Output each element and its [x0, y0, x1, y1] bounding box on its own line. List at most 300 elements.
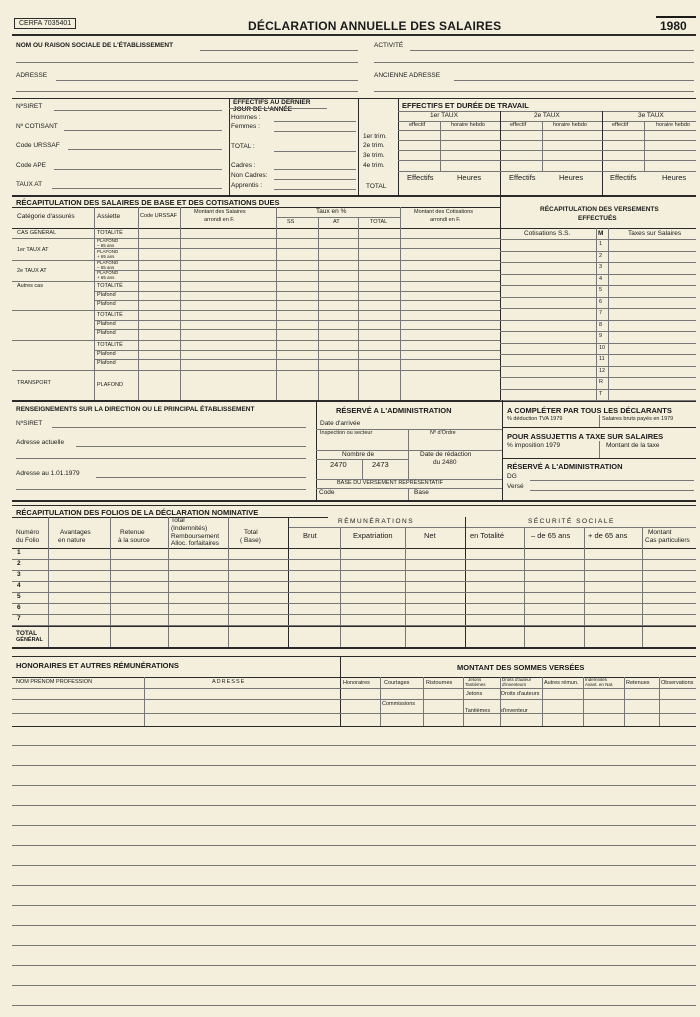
col-montant-sal-1: Montant des Salaires: [194, 209, 246, 215]
header-rule: [12, 34, 696, 36]
effectifs-1: Effectifs: [407, 173, 434, 182]
hon-col-5: [500, 677, 501, 726]
moins65-label: – de 65 ans: [531, 531, 571, 540]
hon-droits-hdr-1: Droits d'auteur: [502, 677, 532, 682]
month-row-rule: [500, 308, 696, 309]
assujettis-col-rule: [599, 441, 600, 458]
hon-tantiemes: Tantièmes: [465, 708, 491, 714]
urssaf-field[interactable]: [68, 149, 222, 150]
horaire-3: horaire hebdo: [656, 122, 690, 128]
totalite-label: en Totalité: [470, 531, 505, 540]
hon-col-2: [380, 677, 381, 726]
col-categorie: Catégorie d'assurés: [17, 213, 75, 220]
inspection-label: Inspection ou secteur: [320, 430, 373, 436]
reserve-rule-4: [316, 488, 502, 489]
folio-row-rule: [12, 559, 696, 560]
montant-sommes-title: MONTANT DES SOMMES VERSÉES: [457, 663, 585, 672]
month-row-rule: [500, 366, 696, 367]
folio-row-number: 1: [17, 549, 21, 556]
versements-title-2: EFFECTUÉS: [578, 215, 617, 222]
effectifs-2: Effectifs: [509, 173, 536, 182]
col-at: AT: [333, 219, 340, 225]
cotisant-field[interactable]: [64, 130, 222, 131]
heures-3: Heures: [662, 173, 687, 182]
folio-row-number: 7: [17, 615, 21, 622]
non-cadres-label: Non Cadres:: [231, 172, 268, 179]
total-ind-0: Total: [171, 517, 185, 524]
f-col-7: [405, 527, 406, 647]
col-assiette: Assiette: [97, 213, 121, 220]
adresse-actuelle-field[interactable]: [76, 446, 306, 447]
trim-2-label: 2e trim.: [363, 142, 385, 149]
recap-base-title-rule: [12, 207, 500, 208]
hon-row-rule-2: [12, 713, 696, 714]
ape-label: Code APE: [16, 162, 46, 169]
duree-col-rule-b: [602, 111, 603, 195]
month-row-rule: [500, 297, 696, 298]
year-bar: [656, 16, 696, 18]
montant-taxe-label: Montant de la taxe: [606, 442, 660, 449]
sub-rule: [398, 130, 696, 131]
col-montant-sal-2: arrondi en F.: [204, 217, 235, 223]
page-title: DÉCLARATION ANNUELLE DES SALAIRES: [248, 19, 502, 33]
honoraires-split: [340, 656, 341, 726]
effectifs-jour-title-2: JOUR DE L'ANNÉE: [233, 106, 292, 113]
apprentis-field[interactable]: [274, 189, 356, 190]
siret-field[interactable]: [54, 110, 222, 111]
trims-left-rule: [358, 98, 359, 195]
honoraires-blank-line[interactable]: [12, 865, 696, 866]
rens-siret-field[interactable]: [52, 427, 306, 428]
ancienne-adresse-label: ANCIENNE ADRESSE: [374, 72, 441, 79]
effectif-1: effectif: [409, 122, 426, 128]
f-col-11: [642, 527, 643, 647]
effectif-2: effectif: [510, 122, 527, 128]
col-montant-cot-2: arrondi en F.: [430, 217, 461, 223]
taux-at-field[interactable]: [52, 188, 222, 189]
versements-title-1: RÉCAPITULATION DES VERSEMENTS: [540, 206, 659, 213]
month-row-rule: [500, 251, 696, 252]
completer-title: A COMPLÉTER PAR TOUS LES DÉCLARANTS: [507, 406, 672, 415]
hon-col-honoraires: Honoraires: [343, 680, 370, 686]
folio-row-rule: [12, 614, 696, 615]
honoraires-blank-line[interactable]: [12, 905, 696, 906]
n-2473: 2473: [372, 460, 389, 469]
row-6-a0: PLAFOND: [97, 382, 123, 388]
hon-col-ristournes: Ristournes: [426, 680, 453, 686]
hon-tantiemes-hdr: Tantièmes: [465, 682, 486, 687]
duree-sub-rule-2: [542, 121, 543, 171]
avantages-label: Avantages: [60, 529, 91, 536]
duree-left-rule: [398, 98, 399, 195]
folio-row-number: 6: [17, 604, 21, 611]
honoraires-blank-line[interactable]: [12, 805, 696, 806]
rb-col-7: [400, 207, 401, 400]
duree-sub-rule-3: [644, 121, 645, 171]
assujettis-title: POUR ASSUJETTIS A TAXE SUR SALAIRES: [507, 432, 664, 441]
salaires-bruts-label: Salaires bruts payés en 1979: [602, 416, 674, 422]
month-row-rule: [500, 400, 696, 401]
adresse-hon-label: ADRESSE: [212, 679, 246, 685]
trim-rule-3: [398, 160, 696, 161]
total-base-0: Total: [244, 529, 258, 536]
f-col-6: [340, 527, 341, 647]
honoraires-blank-line[interactable]: [12, 845, 696, 846]
folios-title: RÉCAPITULATION DES FOLIOS DE LA DÉCLARATION NOMINATIVE: [16, 508, 259, 517]
general-label: GÉNÉRAL: [16, 637, 43, 643]
hon-table-bottom: [12, 726, 696, 727]
honoraires-blank-line[interactable]: [12, 745, 696, 746]
activite-label: ACTIVITÉ: [374, 42, 404, 49]
hon-jetons-hdr: Jetons: [468, 677, 482, 682]
row-transport: TRANSPORT: [17, 380, 51, 386]
trim-rule-1: [398, 140, 696, 141]
row-1-a1: – 65 ans: [97, 243, 115, 248]
versements-col-1: [596, 228, 597, 400]
m-label: M: [598, 230, 604, 237]
row-5-a0: TOTALITÉ: [97, 342, 123, 348]
completer-rule: [502, 427, 696, 428]
honoraires-blank-line[interactable]: [12, 785, 696, 786]
folios-title-rule: [12, 517, 328, 518]
row-2-a0: PLAFOND: [97, 260, 119, 265]
row-2e-taux: 2e TAUX AT: [17, 268, 47, 274]
hon-col-courtages: Courtages: [384, 680, 410, 686]
cas-label: Cas particuliers: [645, 537, 690, 544]
month-label: 10: [599, 344, 606, 351]
rens-siret-label: NºSIRET: [16, 420, 43, 427]
duree-col-rule-a: [500, 111, 501, 195]
hon-col-3: [423, 677, 424, 726]
form-year: 1980: [660, 19, 687, 33]
f-col-10: [584, 527, 585, 647]
cotisant-label: Nº COTISANT: [16, 123, 58, 130]
plus65-label: + de 65 ans: [588, 531, 628, 540]
versements-header-rule: [500, 228, 696, 229]
row-autres: Autres cas: [17, 283, 43, 289]
rb-right-rule: [500, 195, 501, 400]
col-taux: Taux en %: [316, 208, 347, 215]
hon-col-1: [144, 677, 145, 726]
nombre-de-label: Nombre de: [342, 451, 375, 458]
verse-field[interactable]: [530, 490, 694, 491]
reserve2-title: RÉSERVÉ A L'ADMINISTRATION: [507, 462, 623, 471]
month-row-rule: [500, 389, 696, 390]
f-col-5: [288, 517, 289, 647]
nom-label: NOM OU RAISON SOCIALE DE L'ÉTABLISSEMENT: [16, 42, 174, 49]
total-label: TOTAL :: [231, 143, 255, 150]
row-5-a1: Plafond: [97, 351, 116, 357]
taux-rule: [398, 121, 696, 122]
adresse-actuelle-field-2[interactable]: [16, 458, 306, 459]
hommes-field[interactable]: [274, 121, 356, 122]
total-ind-2: Remboursement: [171, 533, 220, 540]
nom-prenom-label: NOM PRÉNOM PROFESSION: [16, 679, 93, 685]
adresse-field-2[interactable]: [16, 91, 358, 92]
reserve-col-rule-2: [408, 450, 409, 479]
col-montant-cot-1: Montant des Cotisations: [414, 209, 474, 215]
hon-col-6: [542, 677, 543, 726]
folio-row-rule: [12, 592, 696, 593]
non-cadres-field[interactable]: [274, 179, 356, 180]
hon-col-4: [463, 677, 464, 726]
month-label: 8: [599, 321, 603, 328]
month-row-rule: [500, 274, 696, 275]
activite-field-2[interactable]: [374, 62, 694, 63]
urssaf-label: Code URSSAF: [16, 142, 60, 149]
date-arrivee-label: Date d'arrivée: [320, 420, 361, 427]
hon-inventeur: d'inventeur: [501, 708, 528, 714]
trims-total-label: TOTAL: [366, 183, 387, 190]
hon-col-retenues: Retenues: [626, 680, 650, 686]
f-col-4: [228, 517, 229, 647]
recap-base-header-rule: [12, 228, 500, 229]
rb-row-rule-1b: [94, 248, 500, 249]
trim-3-label: 3e trim.: [363, 152, 385, 159]
no-ordre-label: Nº d'Ordre: [430, 430, 456, 436]
dg-label: DG: [507, 473, 517, 480]
row-2-a1: – 65 ans: [97, 265, 115, 270]
honoraires-blank-line[interactable]: [12, 825, 696, 826]
a-la-source-label: à la source: [118, 537, 150, 544]
base-label: Base: [414, 489, 429, 496]
effectifs-left-rule: [229, 98, 230, 195]
effectifs-3: Effectifs: [610, 173, 637, 182]
du-2480-label: du 2480: [433, 459, 457, 466]
month-label: T: [599, 390, 603, 397]
row-1-a0: PLAFOND: [97, 238, 119, 243]
ancienne-adresse-field[interactable]: [454, 80, 694, 81]
col-code: Code URSSAF: [140, 213, 177, 219]
honoraires-blank-line[interactable]: [12, 965, 696, 966]
heures-2: Heures: [559, 173, 584, 182]
hon-droits-auteurs: Droits d'auteurs: [501, 691, 540, 697]
renseignements-title: RENSEIGNEMENTS SUR LA DIRECTION OU LE PRINCIPAL ÉTABLISSEMENT: [16, 406, 255, 413]
horaire-1: horaire hebdo: [451, 122, 485, 128]
duree-title: EFFECTIFS ET DURÉE DE TRAVAIL: [402, 101, 529, 110]
rb-row-rule-2: [12, 260, 500, 261]
month-row-rule: [500, 377, 696, 378]
rb-row-rule-1: [12, 238, 500, 239]
base-versement-label: BASE DU VERSEMENT REPRÉSENTATIF: [337, 480, 444, 486]
reserve-col-rule-3: [408, 488, 409, 500]
rb-rule-4b: [94, 329, 500, 330]
trim-4-label: 4e trim.: [363, 162, 385, 169]
taux-1-label: 1er TAUX: [430, 112, 458, 119]
hon-jetons: Jetons: [466, 691, 483, 697]
code-label: Code: [319, 489, 335, 496]
adresse-1979-label: Adresse au 1.01.1979: [16, 470, 80, 477]
rb-rule-4a: [94, 320, 500, 321]
dg-field[interactable]: [530, 480, 694, 481]
folio-row-number: 2: [17, 560, 21, 567]
cerfa-number: CERFA 7035401: [14, 18, 76, 29]
renseignements-bottom-rule: [12, 500, 696, 502]
month-label: 4: [599, 275, 603, 282]
hon-col-autres: Autres rémun.: [544, 680, 579, 686]
month-label: 2: [599, 252, 603, 259]
rb-rule-5b: [94, 359, 500, 360]
rb-rule-3a: [94, 291, 500, 292]
rb-row-rule-2b: [94, 270, 500, 271]
net-label: Net: [424, 531, 436, 540]
month-label: 9: [599, 333, 603, 339]
row-2-a3: + 65 ans: [97, 275, 115, 280]
row-2-a2: PLAFOND: [97, 270, 119, 275]
date-redaction-label: Date de rédaction: [420, 451, 472, 458]
duree-sub-rule-1: [440, 121, 441, 171]
f-col-2: [110, 517, 111, 647]
activite-field[interactable]: [410, 50, 694, 51]
hon-commissions: Commissions: [382, 701, 416, 707]
adresse-field[interactable]: [56, 80, 358, 81]
versements-subheader-rule: [500, 239, 696, 240]
femmes-field[interactable]: [274, 131, 356, 132]
rb-rule-5a: [94, 350, 500, 351]
imposition-label: % imposition 1979: [507, 442, 561, 449]
month-label: 1: [599, 241, 603, 247]
month-label: 5: [599, 287, 603, 293]
folio-row-rule: [12, 581, 696, 582]
total-field[interactable]: [274, 151, 356, 152]
honoraires-title: HONORAIRES ET AUTRES RÉMUNÉRATIONS: [16, 661, 179, 670]
heures-1: Heures: [457, 173, 482, 182]
folio-row-rule: [12, 570, 696, 571]
femmes-label: Femmes :: [231, 123, 260, 130]
row-4-a0: TOTALITÉ: [97, 312, 123, 318]
identification-bottom-rule: [12, 195, 696, 197]
adresse-1979-field[interactable]: [96, 477, 306, 478]
taux-3-label: 3e TAUX: [638, 112, 664, 119]
versements-col-2: [608, 228, 609, 400]
total-label-folio: TOTAL: [16, 630, 38, 637]
month-row-rule: [500, 320, 696, 321]
honoraires-blank-line[interactable]: [12, 885, 696, 886]
f-col-3: [168, 517, 169, 647]
du-folio-label: du Folio: [16, 537, 40, 544]
hon-droits-hdr-2: d'inventeurs: [502, 682, 527, 687]
apprentis-label: Apprentis :: [231, 182, 263, 189]
cadres-field[interactable]: [274, 169, 356, 170]
adresse-1979-field-2[interactable]: [16, 489, 306, 490]
honoraires-blank-line[interactable]: [12, 765, 696, 766]
trim-rule-4: [398, 171, 696, 172]
taux-at-label: TAUX AT: [16, 181, 43, 188]
taxes-label: Taxes sur Salaires: [628, 230, 682, 237]
taux-sub-rule: [276, 217, 400, 218]
hon-col-8: [624, 677, 625, 726]
col-total: TOTAL: [370, 219, 388, 225]
effectifs-jour-title-1: EFFECTIFS AU DERNIER: [233, 99, 311, 106]
f-col-1: [48, 517, 49, 647]
folio-row-number: 3: [17, 571, 21, 578]
hon-col-observations: Observations: [661, 680, 694, 686]
hommes-label: Hommes :: [231, 114, 261, 121]
assujettis-rule: [502, 458, 696, 459]
rb-col-1: [94, 207, 95, 400]
row-5-a2: Plafond: [97, 360, 116, 366]
montant-label: Montant: [648, 529, 672, 536]
n-2470: 2470: [330, 460, 347, 469]
month-row-rule: [500, 331, 696, 332]
month-label: R: [599, 379, 603, 385]
completer-left-rule: [502, 400, 503, 500]
securite-label: SÉCURITÉ SOCIALE: [528, 518, 615, 525]
row-cas-general: CAS GÉNÉRAL: [17, 230, 57, 236]
month-label: 3: [599, 264, 603, 270]
honoraires-blank-line[interactable]: [12, 1005, 696, 1006]
honoraires-blank-line[interactable]: [12, 925, 696, 926]
month-row-rule: [500, 354, 696, 355]
row-4-a2: Plafond: [97, 330, 116, 336]
folios-top-rule: [12, 505, 696, 506]
rb-row-rule-6: [12, 370, 500, 371]
row-1er-taux: 1er TAUX AT: [17, 247, 49, 253]
rb-col-6: [358, 217, 359, 400]
folios-bottom-rule: [12, 647, 696, 649]
verse-label: Versé: [507, 483, 524, 490]
rb-row-rule-3: [12, 281, 500, 282]
expatriation-label: Expatriation: [353, 531, 393, 540]
rb-row-rule-5: [12, 340, 500, 341]
f-col-9: [524, 527, 525, 647]
row-0-a0: TOTALITÉ: [97, 230, 123, 236]
adresse-label: ADRESSE: [16, 72, 48, 79]
completer-col-rule: [599, 415, 600, 427]
rb-col-5: [318, 217, 319, 400]
ape-field[interactable]: [54, 169, 222, 170]
cotisations-ss-label: Cotisations S.S.: [524, 230, 571, 237]
hon-indemnites-1: Indemnités: [585, 677, 608, 682]
month-label: 12: [599, 367, 606, 374]
folios-total-rule: [12, 626, 696, 627]
remunerations-label: RÉMUNÉRATIONS: [338, 518, 415, 525]
rb-col-3: [180, 207, 181, 400]
nom-field[interactable]: [200, 50, 358, 51]
row-3-a0: TOTALITÉ: [97, 283, 123, 289]
rb-col-2: [138, 207, 139, 400]
hon-col-9: [659, 677, 660, 726]
adresse-actuelle-label: Adresse actuelle: [16, 439, 65, 446]
brut-label: Brut: [303, 531, 317, 540]
honoraires-blank-line[interactable]: [12, 945, 696, 946]
hon-row-rule-1: [12, 699, 696, 700]
ancienne-adresse-field-2[interactable]: [374, 91, 694, 92]
reserve-col-rule-1: [408, 429, 409, 450]
identification-rule: [12, 98, 696, 99]
honoraires-blank-line[interactable]: [12, 985, 696, 986]
row-1-a3: + 65 ans: [97, 254, 115, 259]
deduction-label: % déduction TVA 1979: [507, 416, 563, 422]
taux-2-label: 2e TAUX: [534, 112, 560, 119]
total-ind-3: Alloc. forfaitaires: [171, 540, 220, 547]
numero-label: Numéro: [16, 529, 40, 536]
siret-label: NºSIRET: [16, 103, 43, 110]
trim-rule-2: [398, 150, 696, 151]
hon-indemnites-2: Avant. en Nat.: [585, 682, 614, 687]
col-ss: SS: [287, 219, 295, 225]
folio-row-number: 4: [17, 582, 21, 589]
month-row-rule: [500, 343, 696, 344]
nom-field-2[interactable]: [16, 62, 358, 63]
recap-base-title: RÉCAPITULATION DES SALAIRES DE BASE ET DES COTISATIONS DUES: [16, 198, 280, 207]
rb-row-rule-4: [12, 310, 500, 311]
nombre-col-rule: [362, 459, 363, 479]
total-base-1: ( Base): [240, 537, 261, 544]
row-1-a2: PLAFOND: [97, 249, 119, 254]
trim-1-label: 1er trim.: [363, 133, 387, 140]
month-row-rule: [500, 262, 696, 263]
